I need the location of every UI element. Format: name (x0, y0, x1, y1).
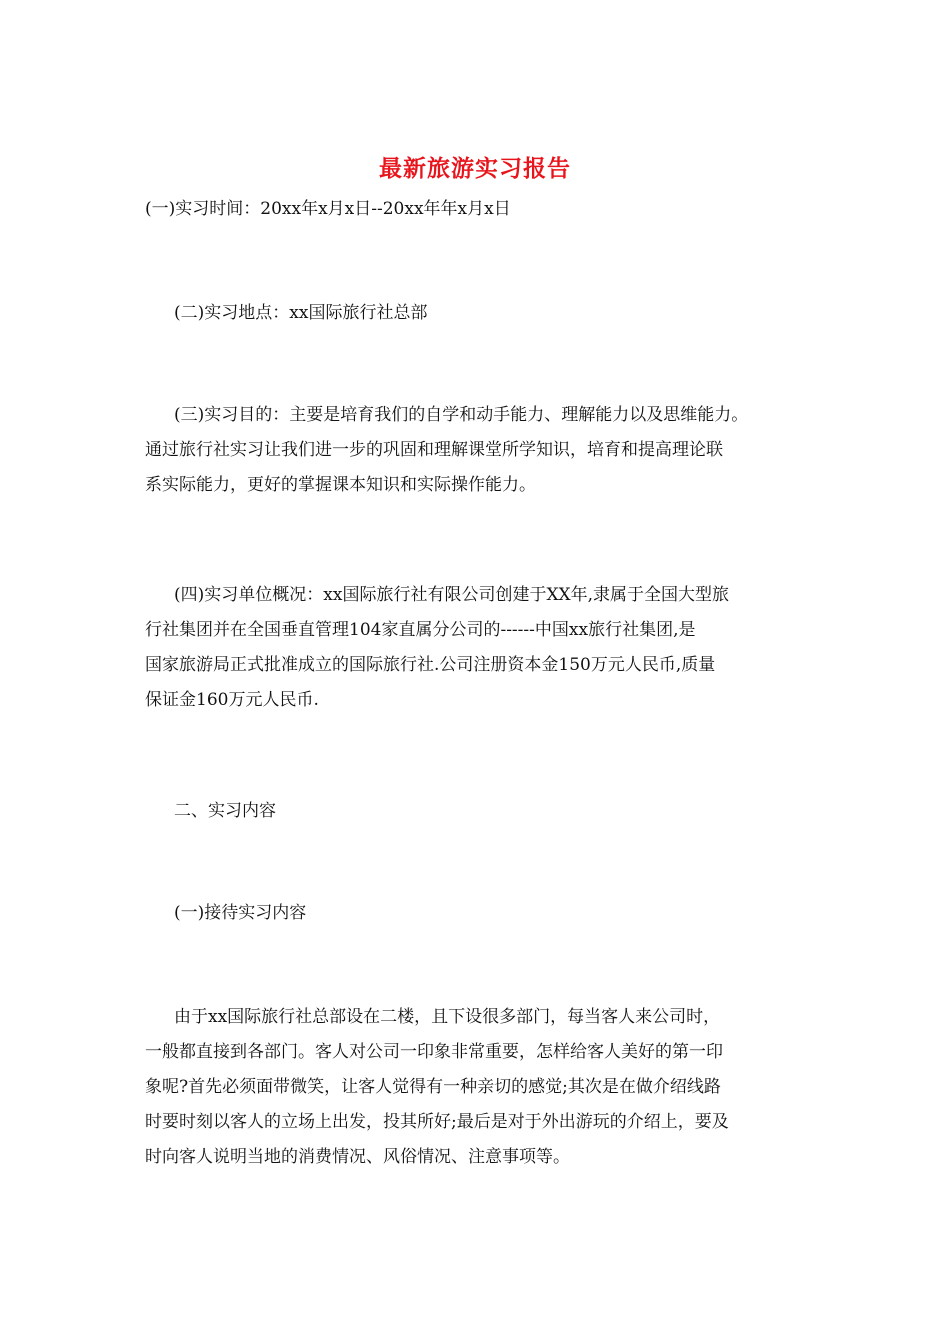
paragraph-internship-time (145, 192, 825, 227)
text-line: 象呢?首先必须面带微笑，让客人觉得有一种亲切的感觉;其次是在做介绍线路 (145, 1077, 721, 1097)
paragraph-reception-details (145, 1000, 825, 1175)
text-line: 一般都直接到各部门。客人对公司一印象非常重要，怎样给客人美好的第一印 (145, 1042, 723, 1062)
text-line: 由于xx国际旅行社总部设在二楼，且下设很多部门，每当客人来公司时， (174, 1007, 721, 1027)
paragraph-internship-location (145, 296, 825, 331)
text-line: 二、实习内容 (174, 801, 276, 821)
text-line: (三)实习目的：主要是培育我们的自学和动手能力、理解能力以及思维能力。 (174, 405, 749, 425)
text-line: 行社集团并在全国垂直管理104家直属分公司的------中国xx旅行社集团,是 (145, 620, 696, 640)
text-line: 国家旅游局正式批准成立的国际旅行社.公司注册资本金150万元人民币,质量 (145, 655, 716, 675)
text-line: (一)接待实习内容 (174, 903, 307, 923)
paragraph-internship-purpose (145, 398, 825, 503)
paragraph-company-overview (145, 578, 825, 718)
text-line: 系实际能力，更好的掌握课本知识和实际操作能力。 (145, 475, 536, 495)
text-line: 保证金160万元人民币. (145, 690, 319, 710)
text-line: (二)实习地点：xx国际旅行社总部 (174, 303, 428, 323)
document-title: 最新旅游实习报告 (379, 155, 571, 182)
subsection-heading-reception (145, 896, 825, 931)
text-line: (一)实习时间：20xx年x月x日--20xx年年x月x日 (145, 199, 511, 219)
text-line: 时要时刻以客人的立场上出发，投其所好;最后是对于外出游玩的介绍上，要及 (145, 1112, 729, 1132)
text-line: 时向客人说明当地的消费情况、风俗情况、注意事项等。 (145, 1147, 570, 1167)
text-line: (四)实习单位概况：xx国际旅行社有限公司创建于XX年,隶属于全国大型旅 (174, 585, 730, 605)
text-line: 通过旅行社实习让我们进一步的巩固和理解课堂所学知识，培育和提高理论联 (145, 440, 723, 460)
section-heading-internship-content (145, 794, 825, 829)
